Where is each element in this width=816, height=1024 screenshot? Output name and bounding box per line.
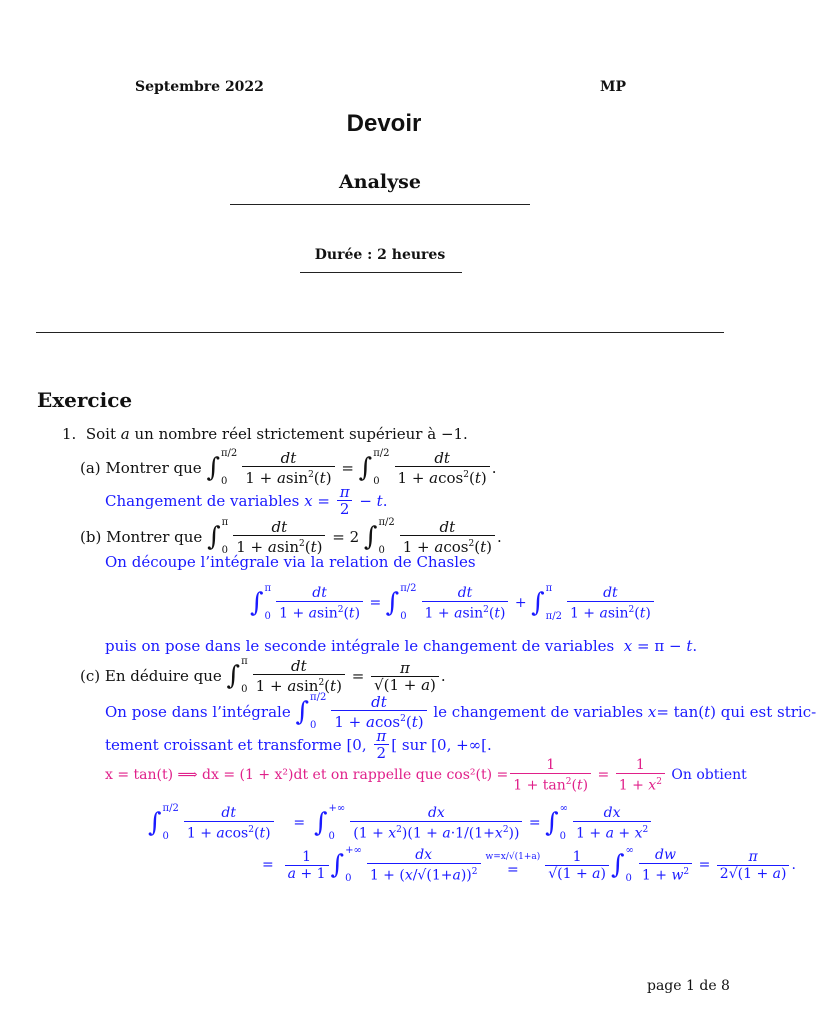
- item-1: [62, 425, 468, 443]
- item-number: 1.: [62, 425, 77, 443]
- integral-a-right: ∫ π/2 0 $\frac{dt}{1 + acos^2(t)}$: [359, 449, 492, 487]
- answer-c-p3: qui est stric-: [720, 703, 816, 721]
- header-date: Septembre 2022: [135, 79, 264, 95]
- page-title: Devoir: [346, 110, 422, 137]
- answer-c-p1: On pose dans l’intégrale: [105, 703, 291, 721]
- answer-b-2-text: puis on pose dans le seconde intégrale le changement de variables: [105, 637, 615, 655]
- page-number: page 1 de 8: [647, 978, 730, 994]
- subject-underline: [230, 204, 530, 205]
- prompt-a: Montrer que: [105, 459, 202, 477]
- answer-b-2-math: x = π − t.: [623, 637, 698, 655]
- answer-a: Changement de variables x = $\frac{\pi}{2}$ − t .: [105, 483, 388, 518]
- on-obtient: On obtient: [671, 767, 747, 784]
- chasles-equation: ∫ π 0 $\frac{dt}{1 + asin^2(t)}$ = ∫ π/2 0 $\frac{dt}{1 + asin^2(t)}$ + ∫ π π/2 $\frac{dt}{1 + asin^2(t)}$: [250, 584, 656, 622]
- answer-a-text: Changement de variables: [105, 491, 300, 510]
- answer-c-2: tement croissant et transforme [0, $\frac{\pi}{2}$ [ sur [0, +∞[.: [105, 727, 492, 762]
- pink-recall: x = tan(t) ⟹ dx = (1 + x²)dt et on rappelle que cos²(t) =: [105, 767, 509, 784]
- derivation-line-1: ∫ π/2 0 $\frac{dt}{1 + acos^2(t)}$ = ∫ +∞ 0 $\frac{dx}{(1 + x^2)(1 + a\cdot 1/(1+x^2))}$ = ∫ ∞ 0 $\frac{dx}{1 + a + x^2}$: [148, 804, 653, 842]
- derivation-line-2: = $\frac{1}{a + 1}$ ∫ +∞ 0 $\frac{dx}{1 + (x/√(1+a))^2}$ w=x/√(1+a) = $\frac{1}{√(1 + a)}$ ∫ ∞ 0 $\frac{dw}{1 + w^2}$ = $\frac{\pi}{2√(1 + a)}$ .: [262, 845, 796, 884]
- header-class: MP: [600, 79, 627, 95]
- answer-c-p5: sur: [401, 735, 427, 754]
- duration: Durée : 2 heures: [314, 247, 446, 263]
- duration-underline: [300, 272, 462, 273]
- integral-a-left: ∫ π/2 0 $\frac{dt}{1 + asin^2(t)}$: [206, 449, 336, 487]
- item-text: Soit a un nombre réel strictement supérieur à −1.: [81, 425, 468, 443]
- question-a: (a) Montrer que ∫ π/2 0 $\frac{dt}{1 + asin^2(t)}$ = ∫ π/2 0 $\frac{dt}{1 + acos^2(t)}$ .: [80, 448, 497, 487]
- subject-title: Analyse: [339, 171, 421, 193]
- answer-c-p4: tement croissant et transforme: [105, 735, 342, 754]
- label-b: (b): [80, 528, 102, 546]
- answer-b-2: [105, 637, 697, 655]
- section-divider: [36, 332, 724, 333]
- prompt-b: Montrer que: [106, 528, 203, 546]
- label-c: (c): [80, 667, 101, 685]
- question-c: (c) En déduire que ∫ π 0 $\frac{dt}{1 + asin^2(t)}$ = $\frac{\pi}{√(1 + a)}$ .: [80, 656, 446, 695]
- answer-c-3: x = tan(t) ⟹ dx = (1 + x²)dt et on rappelle que cos²(t) = $\frac{1}{1 + \tan^2(t)}$ = $\frac{1}{1 + x^2}$ On obtient: [105, 757, 747, 794]
- question-b: (b) Montrer que ∫ π 0 $\frac{dt}{1 + asin^2(t)}$ = 2 ∫ π/2 0 $\frac{dt}{1 + acos^2(t)}$ .: [80, 517, 502, 556]
- label-a: (a): [80, 459, 101, 477]
- prompt-c: En déduire que: [104, 667, 222, 685]
- answer-b: On découpe l’intégrale via la relation de Chasles: [105, 553, 476, 571]
- answer-c-1: On pose dans l’intégrale ∫ π/2 0 $\frac{dt}{1 + acos^2(t)}$ le changement de variables x = tan( t ) qui est stric-: [105, 692, 816, 731]
- substitution-label: w=x/√(1+a): [485, 852, 541, 862]
- section-title: Exercice: [37, 388, 133, 412]
- answer-c-p2: le changement de variables: [433, 703, 644, 721]
